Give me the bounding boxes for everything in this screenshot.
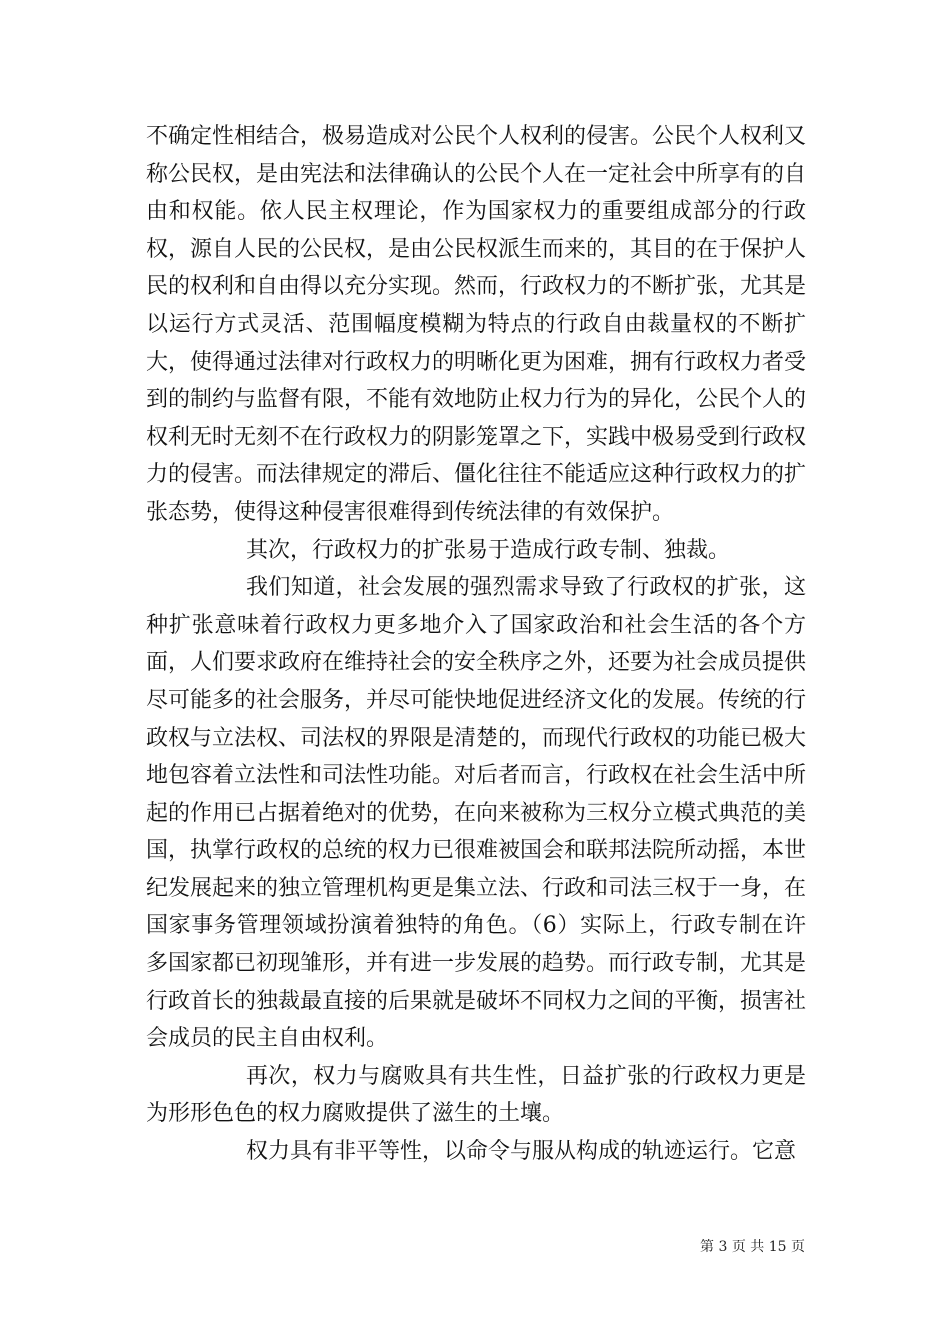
paragraph-continuation: 不确定性相结合，极易造成对公民个人权利的侵害。公民个人权利又称公民权，是由宪法和法律确认的公民个人在一定社会中所享有的自由和权能。依人民主权理论，作为国家权力的重要组成部分的行政权，源自人民的公民权，是由公民权派生而来的，其目的在于保护人民的权利和自由得以充分实现。然而，行政权力的不断扩张，尤其是以运行方式灵活、范围幅度模糊为特点的行政自由裁量权的不断扩大，使得通过法律对行政权力的明晰化更为困难，拥有行政权力者受到的制约与监督有限，不能有效地防止权力行为的异化，公民个人的权利无时无刻不在行政权力的阴影笼罩之下，实践中极易受到行政权力的侵害。而法律规定的滞后、僵化往往不能适应这种行政权力的扩张态势，使得这种侵害很难得到传统法律的有效保护。: [146, 124, 807, 525]
paragraph-heading-secondly: 其次，行政权力的扩张易于造成行政专制、独裁。: [246, 537, 731, 563]
paragraph-power-inequality: 权力具有非平等性，以命令与服从构成的轨迹运行。它意: [246, 1139, 797, 1165]
paragraph-heading-thirdly: 再次，权力与腐败具有共生性，日益扩张的行政权力更是为形形色色的权力腐败提供了滋生的土壤。: [146, 1063, 806, 1127]
page-number-footer: 第 3 页 共 15 页: [700, 1239, 805, 1255]
document-body: [146, 118, 806, 1171]
paragraph-expansion-discussion: 我们知道，社会发展的强烈需求导致了行政权的扩张，这种扩张意味着行政权力更多地介入了国家政治和社会生活的各个方面，人们要求政府在维持社会的安全秩序之外，还要为社会成员提供尽可能多的社会服务，并尽可能快地促进经济文化的发展。传统的行政权与立法权、司法权的界限是清楚的，而现代行政权的功能已极大地包容着立法性和司法性功能。对后者而言，行政权在社会生活中所起的作用已占据着绝对的优势，在向来被称为三权分立模式典范的美国，执掌行政权的总统的权力已很难被国会和联邦法院所动摇，本世纪发展起来的独立管理机构更是集立法、行政和司法三权于一身，在国家事务管理领域扮演着独特的角色。（6）实际上，行政专制在许多国家都已初现雏形，并有进一步发展的趋势。而行政专制，尤其是行政首长的独裁最直接的后果就是破坏不同权力之间的平衡，损害社会成员的民主自由权利。: [146, 575, 807, 1052]
